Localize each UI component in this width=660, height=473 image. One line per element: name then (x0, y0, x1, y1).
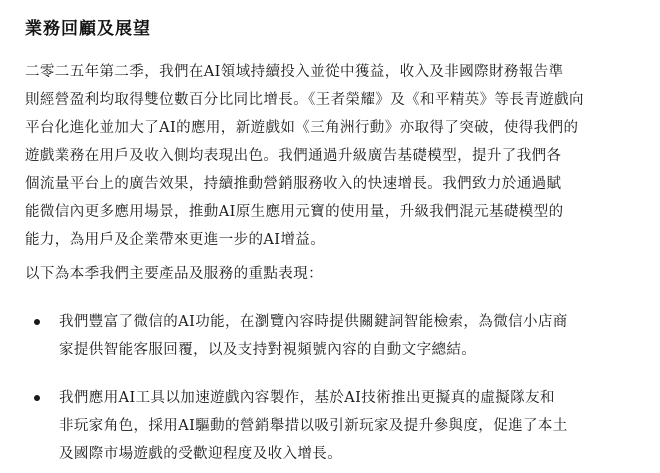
paragraph-line: 能力，為用戶及企業帶來更進一步的AI增益。 (25, 232, 326, 248)
bullet-line: 非玩家角色，採用AI驅動的營銷舉措以吸引新玩家及提升參與度，促進了本土 (59, 418, 568, 434)
bullet-line: 家提供智能客服回覆，以及支持對視頻號內容的自動文字總結。 (59, 342, 477, 358)
paragraph-line: 遊戲業務在用戶及收入側均表現出色。我們通過升級廣告基礎模型，提升了我們各 (25, 148, 562, 164)
paragraph-line: 平台化進化並加大了AI的應用，新遊戲如《三角洲行動》亦取得了突破，使得我們的 (25, 120, 579, 136)
bullet-dot-icon (34, 319, 40, 325)
paragraph-line: 能微信內更多應用場景，推動AI原生應用元寶的使用量，升級我們混元基礎模型的 (25, 204, 564, 220)
paragraph-line: 二零二五年第二季，我們在AI領域持續投入並從中獲益，收入及非國際財務報告準 (25, 64, 564, 80)
section-heading: 業務回顧及展望 (25, 19, 151, 39)
paragraph-line: 則經營盈利均取得雙位數百分比同比增長。《王者榮耀》及《和平精英》等長青遊戲向 (25, 92, 584, 108)
bullet-text (59, 308, 649, 364)
bullet-line: 我們應用AI工具以加速遊戲內容製作，基於AI技術推出更擬真的虛擬隊友和 (59, 390, 555, 406)
bullet-text (59, 384, 649, 468)
bullet-dot-icon (34, 395, 40, 401)
paragraph-line: 個流量平台上的廣告效果，持續推動營銷服務收入的快速增長。我們致力於通過賦 (25, 176, 562, 192)
bullet-line: 我們豐富了微信的AI功能，在瀏覽內容時提供關鍵詞智能檢索，為微信小店商 (59, 314, 568, 330)
bullet-line: 及國際市場遊戲的受歡迎程度及收入增長。 (59, 446, 343, 462)
highlights-intro: 以下為本季我們主要產品及服務的重點表現： (25, 266, 323, 282)
intro-paragraph (25, 58, 645, 254)
